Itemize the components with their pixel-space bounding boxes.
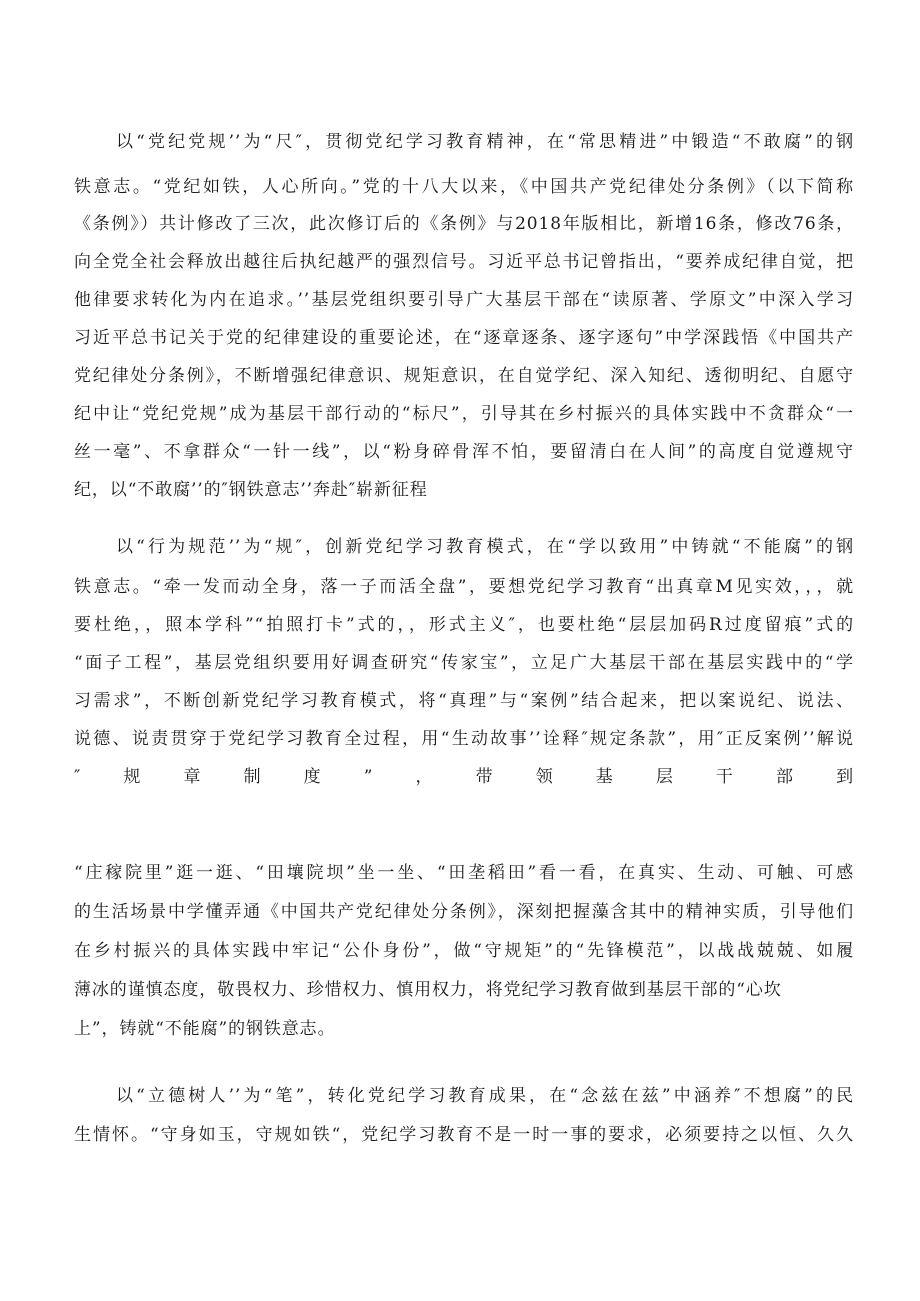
paragraph-line: “庄稼院里”逛一逛、“田壤院坝”坐一坐、“田垄稻田”看一看，在真实、生动、可触、可感	[74, 863, 854, 883]
paragraph-line: 党纪律处分条例》，不断增强纪律意识、规矩意识，在自觉学纪、深入知纪、透彻明纪、自愿守	[74, 366, 854, 386]
paragraph-line: 丝一毫”、不拿群众“一针一线”，以“粉身碎骨浑不怕，要留清白在人间”的高度自觉遵规守	[74, 442, 854, 462]
paragraph-line: 铁意志。“牵一发而动全身，落一子而活全盘”，要想党纪学习教育“出真章M见实效，，，就	[74, 577, 854, 597]
paragraph-line: ″规章制度”，带领基层干部到	[74, 767, 854, 787]
paragraph-line: 薄冰的谨慎态度，敬畏权力、珍惜权力、慎用权力，将党纪学习教育做到基层干部的“心坎	[74, 980, 782, 1000]
paragraph-line: 在乡村振兴的具体实践中牢记“公仆身份”，做“守规矩”的“先锋模范”，以战战兢兢、如履	[74, 941, 854, 961]
paragraph-line: 要杜绝，，照本学科”“拍照打卡”式的，，形式主义″，也要杜绝“层层加码R过度留痕”式的	[74, 615, 854, 635]
paragraph-line: 生情怀。“守身如玉，守规如铁“，党纪学习教育不是一时一事的要求，必须要持之以恒、久久	[74, 1125, 854, 1145]
paragraph-line: 的生活场景中学懂弄通《中国共产党纪律处分条例》，深刻把握藻含其中的精神实质，引导他们	[74, 902, 854, 922]
paragraph-line: 以“立德树人’’为“笔”，转化党纪学习教育成果，在“念兹在兹”中涵养″不想腐”的民	[116, 1086, 854, 1106]
paragraph-line: 铁意志。“党纪如铁，人心所向。”党的十八大以来，《中国共产党纪律处分条例》（以下简称	[74, 177, 854, 197]
paragraph-line: 以“行为规范’’为“规″，创新党纪学习教育模式，在“学以致用”中铸就“不能腐”的钢	[116, 537, 854, 557]
paragraph-line: 纪中让“党纪党规”成为基层干部行动的“标尺”，引导其在乡村振兴的具体实践中不贪群众“一	[74, 404, 854, 424]
paragraph-line: 《条例》）共计修改了三次，此次修订后的《条例》与2018年版相比，新增16条，修改76条，	[74, 214, 854, 234]
paragraph-line: 习近平总书记关于党的纪律建设的重要论述，在“逐章逐条、逐字逐句”中学深践悟《中国共产	[74, 328, 854, 348]
paragraph-line: 他律要求转化为内在追求。’’基层党组织要引导广大基层干部在“读原著、学原文”中深入学习	[74, 290, 854, 310]
paragraph-line: 上”，铸就“不能腐”的钢铁意志。	[74, 1019, 336, 1039]
paragraph-line: 说德、说责贯穿于党纪学习教育全过程，用“生动故事’’诠释″规定条款”，用″正反案例’’解说	[74, 729, 854, 749]
paragraph-line: “面子工程”，基层党组织要用好调查研究“传家宝”，立足广大基层干部在基层实践中的“学	[74, 653, 854, 673]
paragraph-line: 以“党纪党规’’为“尺″，贯彻党纪学习教育精神，在“常思精进”中锻造“不敢腐”的钢	[116, 132, 854, 152]
paragraph-line: 纪，以“不敢腐’’的″钢铁意志’’奔赴″崭新征程	[74, 480, 428, 500]
paragraph-line: 习需求”，不断创新党纪学习教育模式，将“真理”与“案例”结合起来，把以案说纪、说法、	[74, 691, 854, 711]
paragraph-line: 向全党全社会释放出越往后执纪越严的强烈信号。习近平总书记曾指出，“要养成纪律自觉，把	[74, 252, 854, 272]
